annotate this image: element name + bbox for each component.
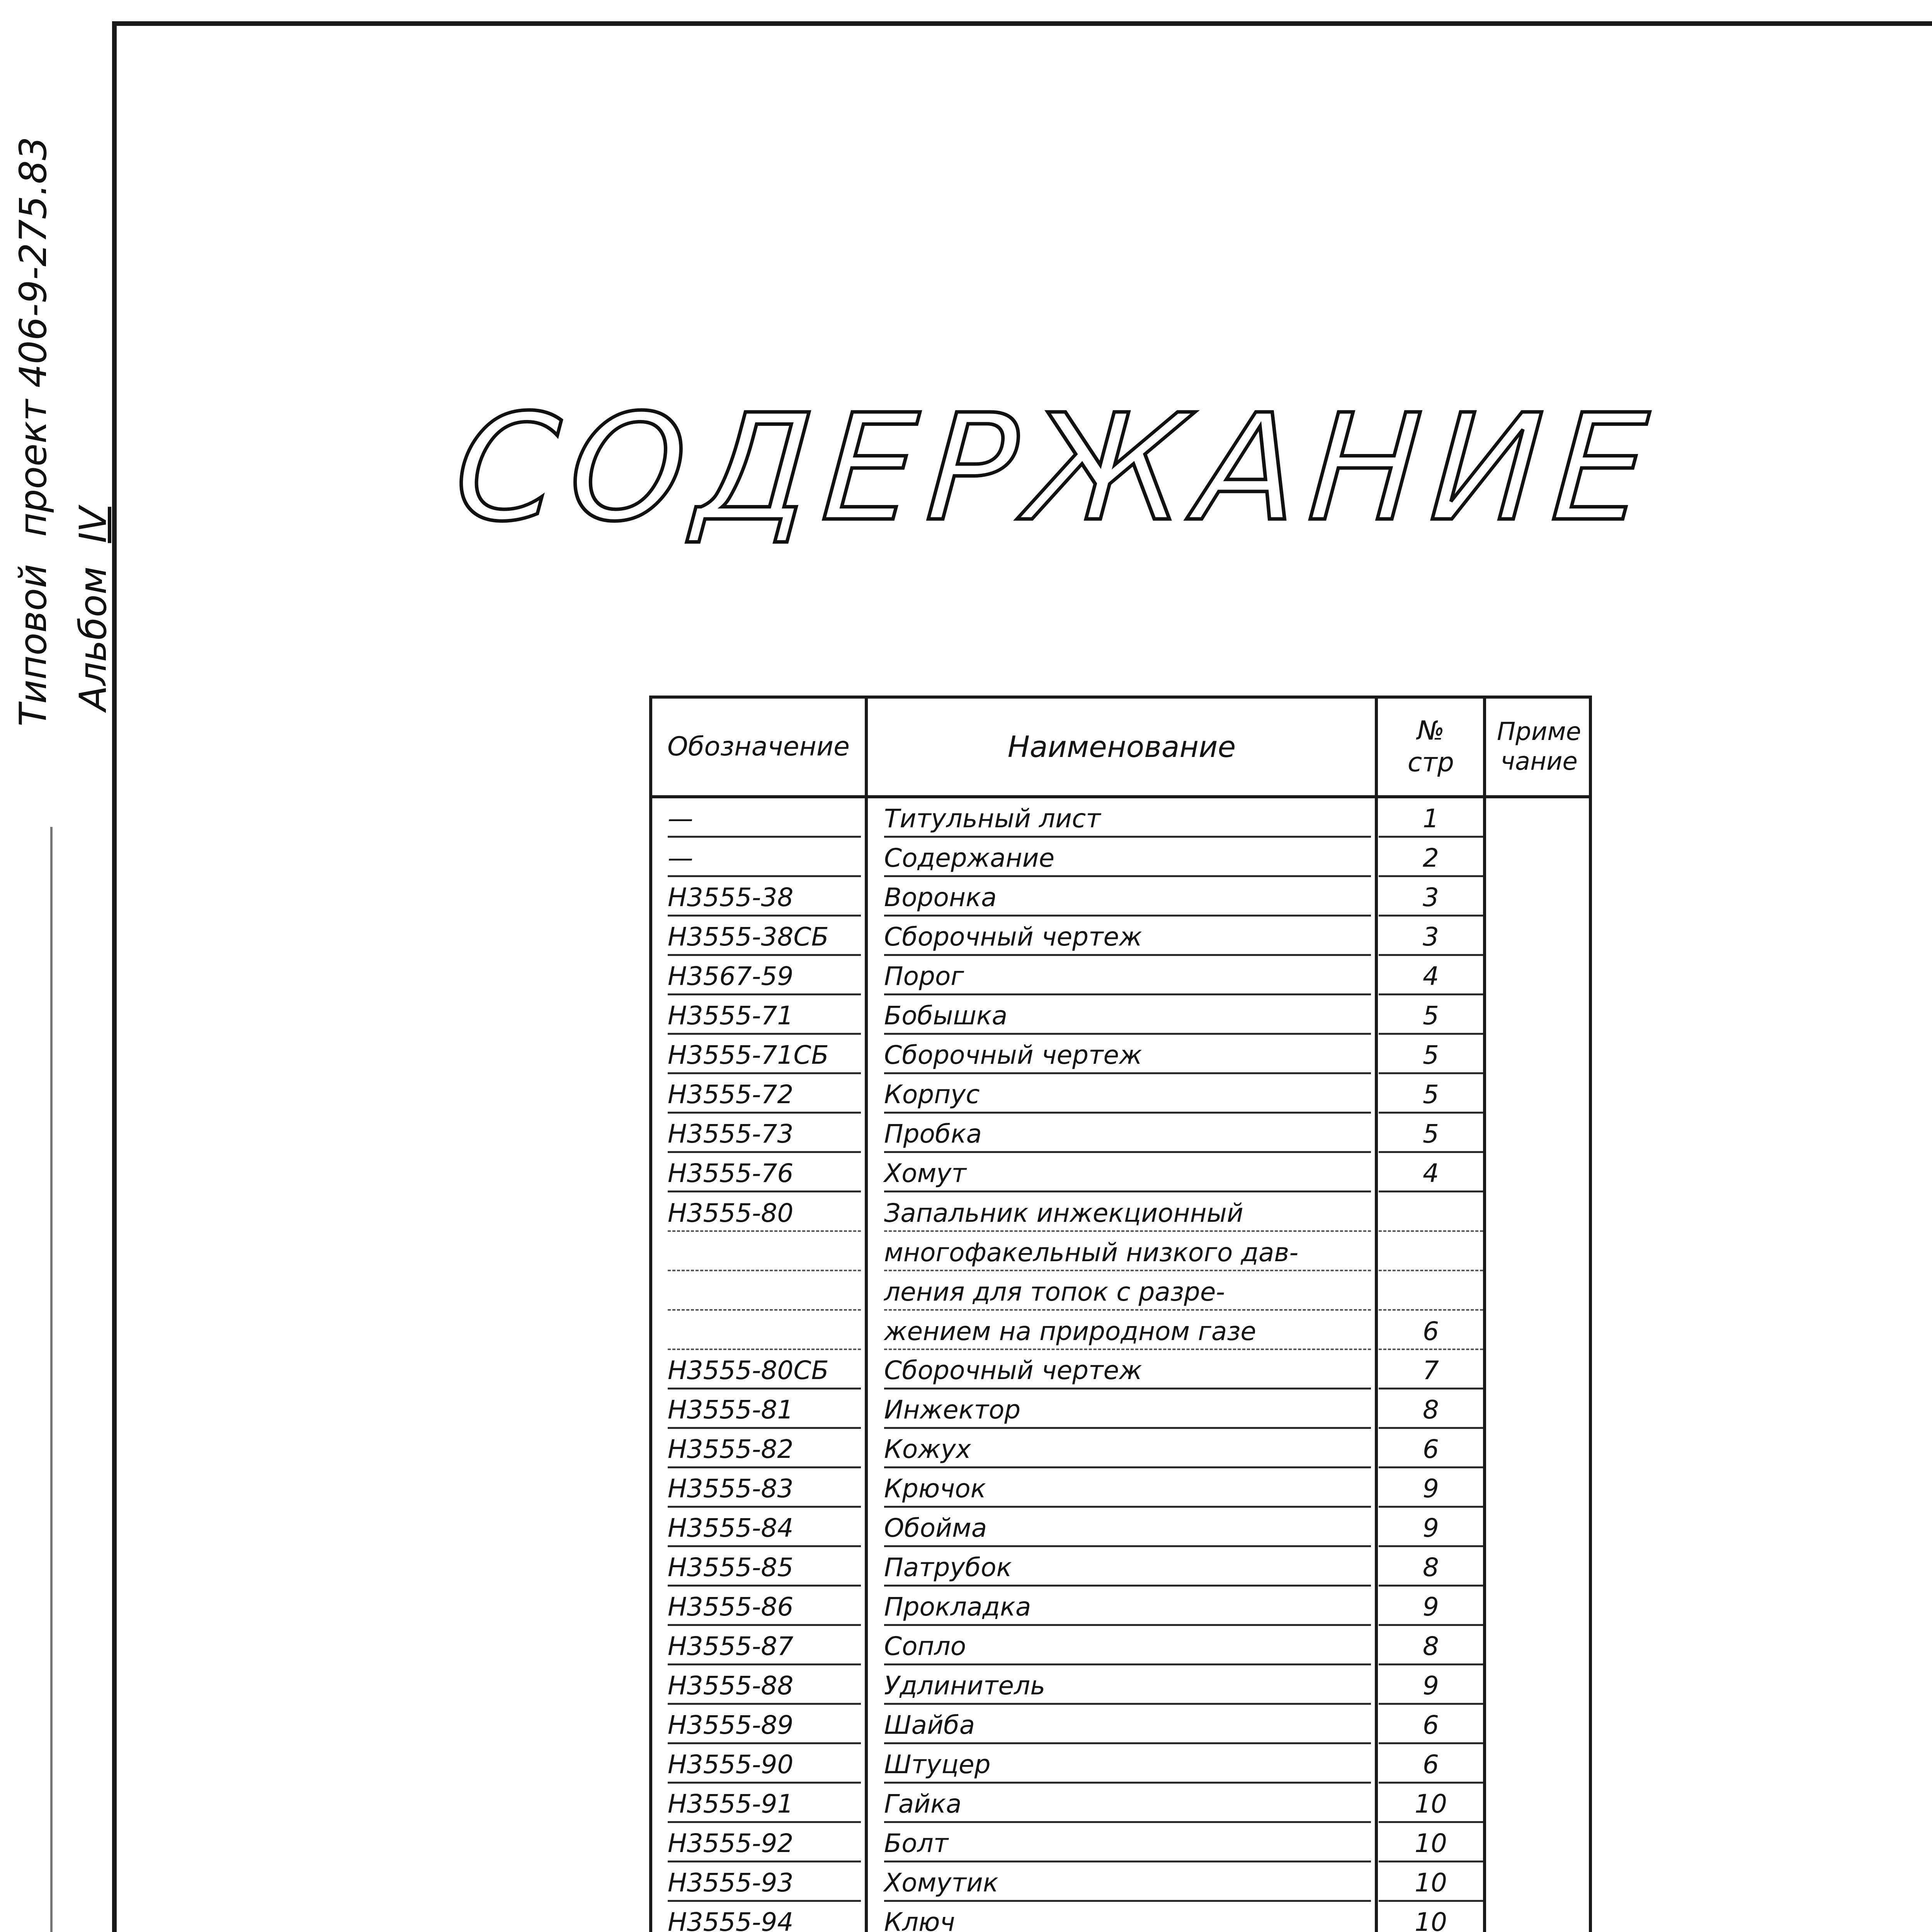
table-row [652, 1902, 1589, 1932]
row-name: многофакельный низкого дав- [884, 1232, 1371, 1271]
row-name: Порог [884, 956, 1371, 995]
row-designation: Н3555-71СБ [668, 1035, 861, 1074]
row-name: ления для топок с разре- [884, 1271, 1371, 1311]
row-page: 6 [1379, 1429, 1483, 1468]
row-name: Обойма [884, 1508, 1371, 1547]
row-designation: Н3555-90 [668, 1744, 861, 1784]
table-row [652, 1232, 1589, 1271]
row-page: 5 [1379, 1114, 1483, 1153]
row-designation: Н3555-93 [668, 1862, 861, 1902]
row-designation: Н3555-88 [668, 1665, 861, 1705]
header-designation: Обозначение [667, 731, 850, 762]
table-row [652, 1547, 1589, 1587]
row-designation [668, 1271, 861, 1311]
header-note-part1: Приме [1497, 718, 1581, 747]
row-page: 5 [1379, 1074, 1483, 1114]
row-name: Бобышка [884, 995, 1371, 1035]
row-page: 2 [1379, 838, 1483, 877]
row-page: 9 [1379, 1587, 1483, 1626]
binding-margin-line [50, 827, 53, 1932]
album-label [71, 507, 115, 711]
row-name: жением на природном газе [884, 1311, 1371, 1350]
table-row [652, 1074, 1589, 1114]
row-page: 3 [1379, 877, 1483, 917]
project-label-number: проект 406-9-275.83 [12, 136, 55, 537]
row-name: Патрубок [884, 1547, 1371, 1587]
row-designation: Н3555-82 [668, 1429, 861, 1468]
table-row [652, 877, 1589, 917]
table-row [652, 838, 1589, 877]
album-label-number: IV [71, 507, 115, 543]
row-designation: Н3555-80СБ [668, 1350, 861, 1389]
row-page [1379, 1271, 1483, 1311]
row-page: 10 [1379, 1823, 1483, 1862]
row-name: Крючок [884, 1468, 1371, 1508]
row-designation: Н3555-38СБ [668, 917, 861, 956]
row-page: 4 [1379, 956, 1483, 995]
row-name: Сопло [884, 1626, 1371, 1665]
project-label [12, 137, 55, 726]
table-row [652, 1468, 1589, 1508]
row-name: Кожух [884, 1429, 1371, 1468]
row-name: Запальник инжекционный [884, 1192, 1371, 1232]
table-row [652, 1784, 1589, 1823]
table-row [652, 956, 1589, 995]
row-page: 5 [1379, 1035, 1483, 1074]
row-page: 4 [1379, 1153, 1483, 1192]
row-name: Сборочный чертеж [884, 1350, 1371, 1389]
row-page: 8 [1379, 1547, 1483, 1587]
row-page: 6 [1379, 1311, 1483, 1350]
row-name: Хомут [884, 1153, 1371, 1192]
row-name: Пробка [884, 1114, 1371, 1153]
row-designation: Н3567-59 [668, 956, 861, 995]
row-designation: Н3555-76 [668, 1153, 861, 1192]
row-designation: Н3555-71 [668, 995, 861, 1035]
project-label-type: Типовой [12, 564, 55, 726]
row-name: Болт [884, 1823, 1371, 1862]
row-name: Шайба [884, 1705, 1371, 1744]
header-name: Наименование [1007, 730, 1236, 764]
table-row [652, 1626, 1589, 1665]
row-page: 9 [1379, 1508, 1483, 1547]
row-page [1379, 1232, 1483, 1271]
row-page [1379, 1192, 1483, 1232]
row-designation [668, 1311, 861, 1350]
row-page: 3 [1379, 917, 1483, 956]
row-name: Хомутик [884, 1862, 1371, 1902]
row-name: Штуцер [884, 1744, 1371, 1784]
row-name: Содержание [884, 838, 1371, 877]
table-row [652, 1192, 1589, 1232]
row-page: 10 [1379, 1902, 1483, 1932]
table-row [652, 1271, 1589, 1311]
row-page: 5 [1379, 995, 1483, 1035]
row-name: Ключ [884, 1902, 1371, 1932]
row-page: 8 [1379, 1626, 1483, 1665]
table-row [652, 1587, 1589, 1626]
row-page: 9 [1379, 1468, 1483, 1508]
row-designation: Н3555-92 [668, 1823, 861, 1862]
header-page-number-sign: № [1417, 716, 1445, 747]
table-row [652, 1350, 1589, 1389]
table-row [652, 1035, 1589, 1074]
table-row [652, 1389, 1589, 1429]
row-page: 6 [1379, 1705, 1483, 1744]
row-name: Сборочный чертеж [884, 917, 1371, 956]
row-designation: Н3555-87 [668, 1626, 861, 1665]
row-name: Удлинитель [884, 1665, 1371, 1705]
row-designation: Н3555-89 [668, 1705, 861, 1744]
header-note [1487, 699, 1591, 795]
table-row [652, 1744, 1589, 1784]
header-page [1379, 699, 1483, 795]
table-row [652, 1114, 1589, 1153]
row-page: 8 [1379, 1389, 1483, 1429]
table-row [652, 995, 1589, 1035]
table-row [652, 1862, 1589, 1902]
row-page: 6 [1379, 1744, 1483, 1784]
table-row [652, 1429, 1589, 1468]
album-label-word: Альбом [71, 566, 115, 711]
row-designation: Н3555-72 [668, 1074, 861, 1114]
table-row [652, 798, 1589, 838]
row-name: Корпус [884, 1074, 1371, 1114]
row-name: Гайка [884, 1784, 1371, 1823]
row-designation: Н3555-91 [668, 1784, 861, 1823]
row-name: Титульный лист [884, 798, 1371, 838]
row-designation: Н3555-81 [668, 1389, 861, 1429]
row-designation: Н3555-83 [668, 1468, 861, 1508]
row-designation: Н3555-80 [668, 1192, 861, 1232]
row-page: 10 [1379, 1784, 1483, 1823]
row-designation: Н3555-73 [668, 1114, 861, 1153]
table-body [652, 798, 1589, 1932]
row-designation [668, 1232, 861, 1271]
header-divider [652, 795, 1589, 798]
row-designation: — [668, 798, 861, 838]
table-row [652, 1705, 1589, 1744]
table-row [652, 1153, 1589, 1192]
row-designation: Н3555-38 [668, 877, 861, 917]
row-designation: — [668, 838, 861, 877]
row-designation: Н3555-84 [668, 1508, 861, 1547]
row-name: Прокладка [884, 1587, 1371, 1626]
row-name: Инжектор [884, 1389, 1371, 1429]
table-row [652, 1311, 1589, 1350]
row-name: Сборочный чертеж [884, 1035, 1371, 1074]
table-row [652, 1823, 1589, 1862]
contents-table [649, 696, 1592, 1932]
row-name: Воронка [884, 877, 1371, 917]
row-page: 9 [1379, 1665, 1483, 1705]
row-page: 10 [1379, 1862, 1483, 1902]
table-row [652, 1665, 1589, 1705]
table-row [652, 917, 1589, 956]
row-designation: Н3555-94 [668, 1902, 861, 1932]
row-page: 1 [1379, 798, 1483, 838]
row-designation: Н3555-86 [668, 1587, 861, 1626]
row-designation: Н3555-85 [668, 1547, 861, 1587]
header-note-part2: чание [1500, 747, 1578, 776]
header-page-abbr: стр [1407, 747, 1454, 778]
table-row [652, 1508, 1589, 1547]
page-title: СОДЕРЖАНИЕ [450, 383, 1664, 554]
row-page: 7 [1379, 1350, 1483, 1389]
